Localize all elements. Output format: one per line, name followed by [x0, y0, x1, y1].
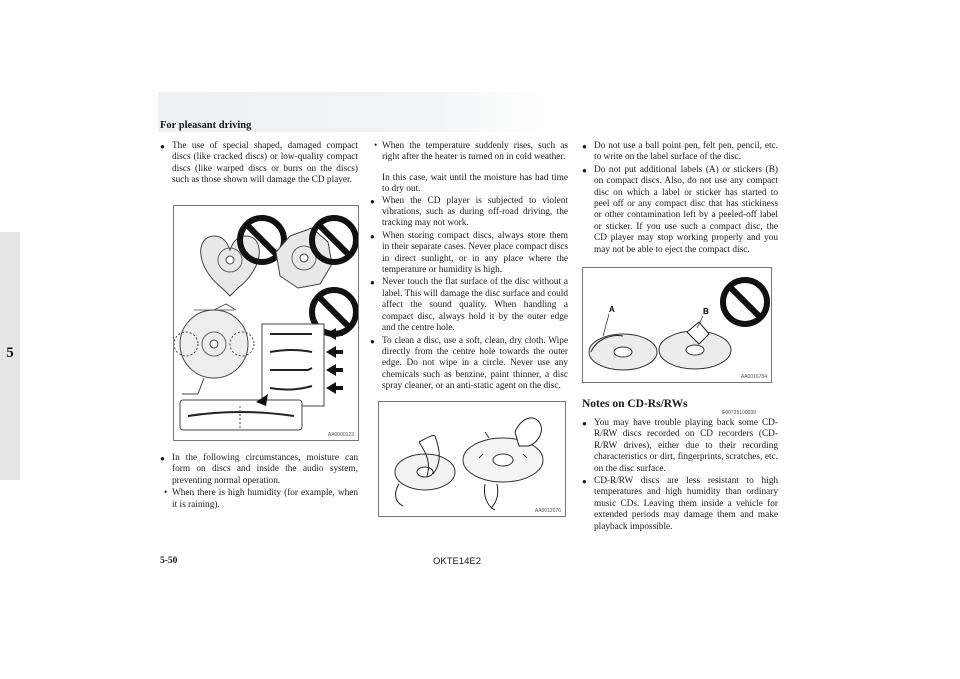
- bullet-cdr-heat: ● CD-R/RW discs are less resistant to high temperatures and high humidity than ordinary music CDs. Leaving them inside a vehicle for extended periods may damage them and make playback impossible.: [582, 476, 778, 533]
- bullet-touch-surface: ● Never touch the flat surface of the disc without a label. This will damage the disc surface and could affect the sound quality. When handling a compact disc, always hold it by the outer edge and the centre hole.: [370, 277, 568, 334]
- figure-code: AA0000123: [327, 432, 354, 438]
- section-title: Notes on CD-Rs/RWs: [582, 398, 688, 410]
- figure-code: AA0012076: [534, 508, 561, 514]
- bullet-no-pen: ● Do not use a ball point pen, felt pen, pencil, etc. to write on the label surface of the disc.: [582, 141, 778, 164]
- bullet-moisture: ● In the following circumstances, moisture can form on discs and inside the audio system, preventing normal operation.: [160, 453, 358, 487]
- chapter-tab-number: 5: [6, 345, 14, 361]
- bullet-vibration: ● When the CD player is subjected to violent vibrations, such as during off-road driving, the tracking may not work.: [370, 196, 568, 230]
- figure-labels-stickers: [582, 267, 772, 383]
- heart-shaped-disc: [201, 236, 260, 296]
- bullet-no-labels: ● Do not put additional labels (A) or stickers (B) on compact discs. Also, do not use any compact disc on which a label or sticker has started to peel off or any compact disc that has stickiness or other contamination left by a peeled-off label or sticker. If you use such a compact disc, the CD player may stop working properly and you may not be able to eject the compact disc.: [582, 165, 778, 256]
- sub-high-humidity: • When there is high humidity (for example, when it is raining).: [164, 488, 358, 510]
- moisture-note: In this case, wait until the moisture has had time to dry out.: [382, 172, 568, 195]
- label-b: B: [703, 307, 709, 316]
- figure-code: AA0016784: [740, 374, 767, 380]
- figure-damaged-discs: [173, 205, 359, 441]
- bullet-cleaning: ● To clean a disc, use a soft, clean, dry cloth. Wipe directly from the centre hole towards the outer edge. Do not wipe in a circle. Never use any chemicals such as benzine, paint thinner, a disc spray cleaner, or an anti-static agent on the disc.: [370, 336, 568, 393]
- bullet-storage: ● When storing compact discs, always store them in their separate cases. Never place compact discs in direct sunlight, or in any place where the temperature or humidity is high.: [370, 231, 568, 277]
- document-code: OKTE14E2: [433, 556, 482, 567]
- column-1-lower: [160, 453, 358, 511]
- column-1: [160, 141, 358, 188]
- column-3-lower: [582, 418, 778, 534]
- column-3: [582, 141, 778, 257]
- figure-handling-disc: [378, 401, 566, 517]
- bullet-cdr-playback: ● You may have trouble playing back some CD-R/RW discs recorded on CD recorders (CD-R/RW drives), either due to their recording characteristics or dirt, fingerprints, scratches, etc. on the disc surface.: [582, 418, 778, 475]
- section-header: For pleasant driving: [160, 120, 252, 131]
- sub-temperature-rise: • When the temperature suddenly rises, such as right after the heater is turned on in cold weather.: [374, 141, 568, 163]
- prohibited-icon: [723, 280, 767, 324]
- section-code: E00725100039: [722, 410, 756, 416]
- label-a: A: [609, 305, 615, 314]
- bullet-special-shaped-discs: ● The use of special shaped, damaged compact discs (like cracked discs) or low-quality compact discs (like warped discs or burrs on the discs) such as those shown will damage the CD player.: [160, 141, 358, 187]
- column-2: [370, 141, 568, 394]
- page-number: 5-50: [160, 556, 178, 566]
